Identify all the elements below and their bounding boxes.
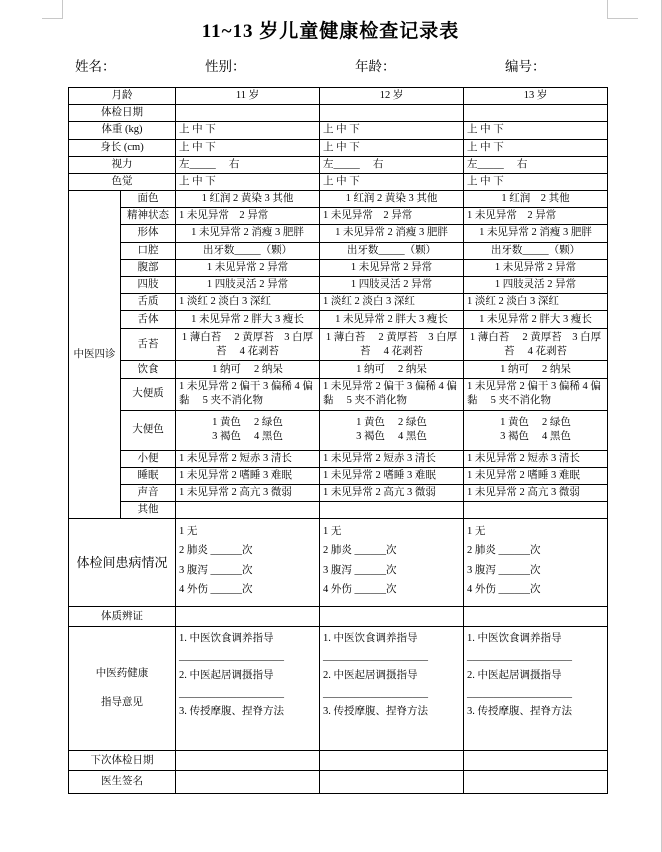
table-cell: 1 纳可 2 纳呆 bbox=[320, 361, 464, 379]
table-cell: 1 未见异常 2 高亢 3 微弱 bbox=[176, 484, 320, 501]
serial-field-label: 编号： bbox=[505, 59, 546, 74]
table-cell: 上 中 下 bbox=[176, 139, 320, 156]
table-cell: 1 红润 2 黄染 3 其他 bbox=[320, 191, 464, 208]
text-line: ____________________ bbox=[323, 687, 428, 699]
table-row bbox=[69, 771, 608, 794]
table-row bbox=[69, 139, 608, 156]
text-line: 1. 中医饮食调养指导 bbox=[179, 633, 274, 645]
table-cell: 1 未见异常 2 偏干 3 偏稀 4 偏黏 5 夹不消化物 bbox=[320, 379, 464, 410]
table-cell: 1 未见异常 2 消瘦 3 肥胖 bbox=[464, 225, 608, 242]
text-line: 1. 中医饮食调养指导 bbox=[323, 633, 418, 645]
table-row bbox=[69, 259, 608, 276]
table-row bbox=[69, 311, 608, 329]
table-row bbox=[69, 627, 608, 751]
table-row bbox=[69, 173, 608, 190]
table-cell: 1 未见异常 2 异常 bbox=[176, 208, 320, 225]
table-cell: 1 未见异常 2 异常 bbox=[320, 208, 464, 225]
text-line: 4 外伤 ______次 bbox=[179, 583, 253, 595]
row-label: 其他 bbox=[121, 502, 176, 519]
row-label: 精神状态 bbox=[121, 208, 176, 225]
table-cell: 1 未见异常 2 高亢 3 微弱 bbox=[464, 484, 608, 501]
text-line: 3 褐色 4 黑色 bbox=[500, 431, 571, 443]
text-line: 2 肺炎 ______次 bbox=[179, 545, 253, 557]
row-label: 舌苔 bbox=[121, 329, 176, 361]
table-row bbox=[69, 294, 608, 311]
row-label: 体重 (kg) bbox=[69, 122, 176, 139]
table-row bbox=[69, 242, 608, 259]
table-cell: 11 岁 bbox=[176, 88, 320, 105]
table-cell: 1 未见异常 2 嗜睡 3 难眠 bbox=[320, 467, 464, 484]
table-cell: 1 未见异常 2 消瘦 3 肥胖 bbox=[320, 225, 464, 242]
table-cell bbox=[464, 771, 608, 794]
table-cell: 1 纳可 2 纳呆 bbox=[464, 361, 608, 379]
text-line: 2. 中医起居调摄指导 bbox=[179, 669, 274, 681]
table-cell: 1 未见异常 2 异常 bbox=[320, 259, 464, 276]
table-cell bbox=[320, 771, 464, 794]
table-cell: 左_____ 右 bbox=[464, 156, 608, 173]
table-cell: 1 未见异常 2 胖大 3 瘦长 bbox=[464, 311, 608, 329]
table-cell bbox=[464, 607, 608, 627]
row-label: 体检日期 bbox=[69, 105, 176, 122]
row-label: 四肢 bbox=[121, 276, 176, 293]
table-row bbox=[69, 329, 608, 361]
text-line: 1 黄色 2 绿色 bbox=[212, 416, 283, 428]
table-cell bbox=[320, 607, 464, 627]
table-cell: 左_____ 右 bbox=[176, 156, 320, 173]
table-row bbox=[69, 122, 608, 139]
text-line: 3. 传授摩腹、捏脊方法 bbox=[323, 705, 428, 717]
text-line: 指导意见 bbox=[101, 697, 143, 709]
table-cell bbox=[176, 519, 320, 607]
table-row bbox=[69, 379, 608, 410]
table-row bbox=[69, 105, 608, 122]
text-line: ____________________ bbox=[323, 651, 428, 663]
row-label: 月龄 bbox=[69, 88, 176, 105]
text-line: ____________________ bbox=[179, 651, 284, 663]
row-label: 医生签名 bbox=[69, 771, 176, 794]
row-label: 身长 (cm) bbox=[69, 139, 176, 156]
table-cell bbox=[176, 771, 320, 794]
text-line: 3. 传授摩腹、捏脊方法 bbox=[179, 705, 284, 717]
table-cell: 上 中 下 bbox=[320, 139, 464, 156]
row-label: 大便色 bbox=[121, 410, 176, 450]
text-line: 1 黄色 2 绿色 bbox=[356, 416, 427, 428]
table-cell: 出牙数_____（颗） bbox=[320, 242, 464, 259]
table-cell: 出牙数_____（颗） bbox=[464, 242, 608, 259]
text-line: 1 无 bbox=[179, 526, 198, 538]
table-cell: 1 未见异常 2 胖大 3 瘦长 bbox=[320, 311, 464, 329]
text-line: 2 肺炎 ______次 bbox=[467, 545, 541, 557]
table-cell bbox=[320, 519, 464, 607]
table-cell bbox=[176, 751, 320, 771]
table-row bbox=[69, 410, 608, 450]
table-cell bbox=[320, 627, 464, 751]
row-label: 大便质 bbox=[121, 379, 176, 410]
table-cell bbox=[176, 410, 320, 450]
table-row bbox=[69, 208, 608, 225]
table-cell: 上 中 下 bbox=[464, 122, 608, 139]
age-field-label: 年龄： bbox=[355, 59, 396, 74]
text-line: 2. 中医起居调摄指导 bbox=[323, 669, 418, 681]
table-cell: 1 未见异常 2 消瘦 3 肥胖 bbox=[176, 225, 320, 242]
table-cell: 1 红润 2 黄染 3 其他 bbox=[176, 191, 320, 208]
text-line: 1 无 bbox=[323, 526, 342, 538]
table-row bbox=[69, 361, 608, 379]
table-row bbox=[69, 467, 608, 484]
table-cell bbox=[464, 627, 608, 751]
text-line: 4 外伤 ______次 bbox=[323, 583, 397, 595]
table-cell: 1 四肢灵活 2 异常 bbox=[320, 276, 464, 293]
table-cell bbox=[176, 502, 320, 519]
row-label: 体质辨证 bbox=[69, 607, 176, 627]
table-row bbox=[69, 191, 608, 208]
health-check-table bbox=[68, 87, 608, 794]
table-cell: 1 未见异常 2 偏干 3 偏稀 4 偏黏 5 夹不消化物 bbox=[176, 379, 320, 410]
sex-field-label: 性别： bbox=[205, 59, 246, 74]
group-label: 中医四诊 bbox=[69, 191, 121, 519]
table-cell: 1 未见异常 2 嗜睡 3 难眠 bbox=[464, 467, 608, 484]
table-cell bbox=[464, 502, 608, 519]
table-cell: 1 未见异常 2 高亢 3 微弱 bbox=[320, 484, 464, 501]
table-cell: 1 未见异常 2 异常 bbox=[176, 259, 320, 276]
table-row bbox=[69, 502, 608, 519]
table-cell bbox=[176, 105, 320, 122]
table-cell: 上 中 下 bbox=[464, 173, 608, 190]
text-line: 3 褐色 4 黑色 bbox=[212, 431, 283, 443]
form-table-body bbox=[69, 88, 608, 794]
table-cell: 1 薄白苔 2 黄厚苔 3 白厚苔 4 花剥苔 bbox=[464, 329, 608, 361]
row-label bbox=[69, 627, 176, 751]
row-label: 小便 bbox=[121, 450, 176, 467]
table-cell bbox=[320, 751, 464, 771]
row-label: 声音 bbox=[121, 484, 176, 501]
row-label: 睡眠 bbox=[121, 467, 176, 484]
table-cell: 1 未见异常 2 短赤 3 清长 bbox=[464, 450, 608, 467]
row-label: 口腔 bbox=[121, 242, 176, 259]
table-cell bbox=[320, 410, 464, 450]
text-line: 中医药健康 bbox=[95, 668, 149, 680]
table-cell: 上 中 下 bbox=[176, 122, 320, 139]
table-cell bbox=[176, 607, 320, 627]
table-cell: 1 薄白苔 2 黄厚苔 3 白厚苔 4 花剥苔 bbox=[320, 329, 464, 361]
row-label: 舌体 bbox=[121, 311, 176, 329]
table-cell: 上 中 下 bbox=[320, 122, 464, 139]
row-label: 腹部 bbox=[121, 259, 176, 276]
table-cell: 左_____ 右 bbox=[320, 156, 464, 173]
table-cell: 12 岁 bbox=[320, 88, 464, 105]
page-title: 11~13 岁儿童健康检查记录表 bbox=[201, 21, 460, 42]
table-cell: 1 淡红 2 淡白 3 深红 bbox=[320, 294, 464, 311]
text-line: ____________________ bbox=[179, 687, 284, 699]
row-label: 饮食 bbox=[121, 361, 176, 379]
table-cell: 1 四肢灵活 2 异常 bbox=[176, 276, 320, 293]
row-label: 体检间患病情况 bbox=[69, 519, 176, 607]
table-cell: 上 中 下 bbox=[176, 173, 320, 190]
text-line: 3. 传授摩腹、捏脊方法 bbox=[467, 705, 572, 717]
table-cell: 1 纳可 2 纳呆 bbox=[176, 361, 320, 379]
table-cell: 1 未见异常 2 偏干 3 偏稀 4 偏黏 5 夹不消化物 bbox=[464, 379, 608, 410]
text-line: 3 褐色 4 黑色 bbox=[356, 431, 427, 443]
table-cell bbox=[176, 627, 320, 751]
table-row bbox=[69, 484, 608, 501]
table-cell: 1 未见异常 2 异常 bbox=[464, 259, 608, 276]
table-cell: 出牙数_____（颗） bbox=[176, 242, 320, 259]
text-line: ____________________ bbox=[467, 651, 572, 663]
text-line: 2 肺炎 ______次 bbox=[323, 545, 397, 557]
table-cell bbox=[464, 519, 608, 607]
row-label: 色觉 bbox=[69, 173, 176, 190]
text-line: 1 黄色 2 绿色 bbox=[500, 416, 571, 428]
table-cell: 1 未见异常 2 短赤 3 清长 bbox=[176, 450, 320, 467]
table-cell bbox=[320, 502, 464, 519]
text-line: 3 腹泻 ______次 bbox=[467, 564, 541, 576]
table-cell bbox=[320, 105, 464, 122]
table-row bbox=[69, 276, 608, 293]
text-line: 3 腹泻 ______次 bbox=[323, 564, 397, 576]
info-row bbox=[0, 55, 661, 75]
text-line: 2. 中医起居调摄指导 bbox=[467, 669, 562, 681]
table-cell: 1 未见异常 2 嗜睡 3 难眠 bbox=[176, 467, 320, 484]
text-line: ____________________ bbox=[467, 687, 572, 699]
table-cell bbox=[464, 410, 608, 450]
table-cell: 1 未见异常 2 短赤 3 清长 bbox=[320, 450, 464, 467]
text-line: 3 腹泻 ______次 bbox=[179, 564, 253, 576]
table-row bbox=[69, 156, 608, 173]
table-cell bbox=[464, 751, 608, 771]
table-row bbox=[69, 88, 608, 105]
text-line: 4 外伤 ______次 bbox=[467, 583, 541, 595]
text-line: 1. 中医饮食调养指导 bbox=[467, 633, 562, 645]
text-line: 1 无 bbox=[467, 526, 486, 538]
table-cell bbox=[464, 105, 608, 122]
table-cell: 1 未见异常 2 异常 bbox=[464, 208, 608, 225]
row-label: 形体 bbox=[121, 225, 176, 242]
table-cell: 1 四肢灵活 2 异常 bbox=[464, 276, 608, 293]
row-label: 舌质 bbox=[121, 294, 176, 311]
table-row bbox=[69, 607, 608, 627]
table-cell: 1 淡红 2 淡白 3 深红 bbox=[464, 294, 608, 311]
row-label: 视力 bbox=[69, 156, 176, 173]
table-row bbox=[69, 519, 608, 607]
row-label: 面色 bbox=[121, 191, 176, 208]
table-cell: 1 薄白苔 2 黄厚苔 3 白厚苔 4 花剥苔 bbox=[176, 329, 320, 361]
table-cell: 1 未见异常 2 胖大 3 瘦长 bbox=[176, 311, 320, 329]
table-cell: 上 中 下 bbox=[320, 173, 464, 190]
table-cell: 上 中 下 bbox=[464, 139, 608, 156]
table-row bbox=[69, 225, 608, 242]
table-cell: 13 岁 bbox=[464, 88, 608, 105]
row-label: 下次体检日期 bbox=[69, 751, 176, 771]
name-field-label: 姓名： bbox=[75, 59, 116, 74]
table-row bbox=[69, 450, 608, 467]
table-cell: 1 淡红 2 淡白 3 深红 bbox=[176, 294, 320, 311]
table-cell: 1 红润 2 其他 bbox=[464, 191, 608, 208]
table-row bbox=[69, 751, 608, 771]
